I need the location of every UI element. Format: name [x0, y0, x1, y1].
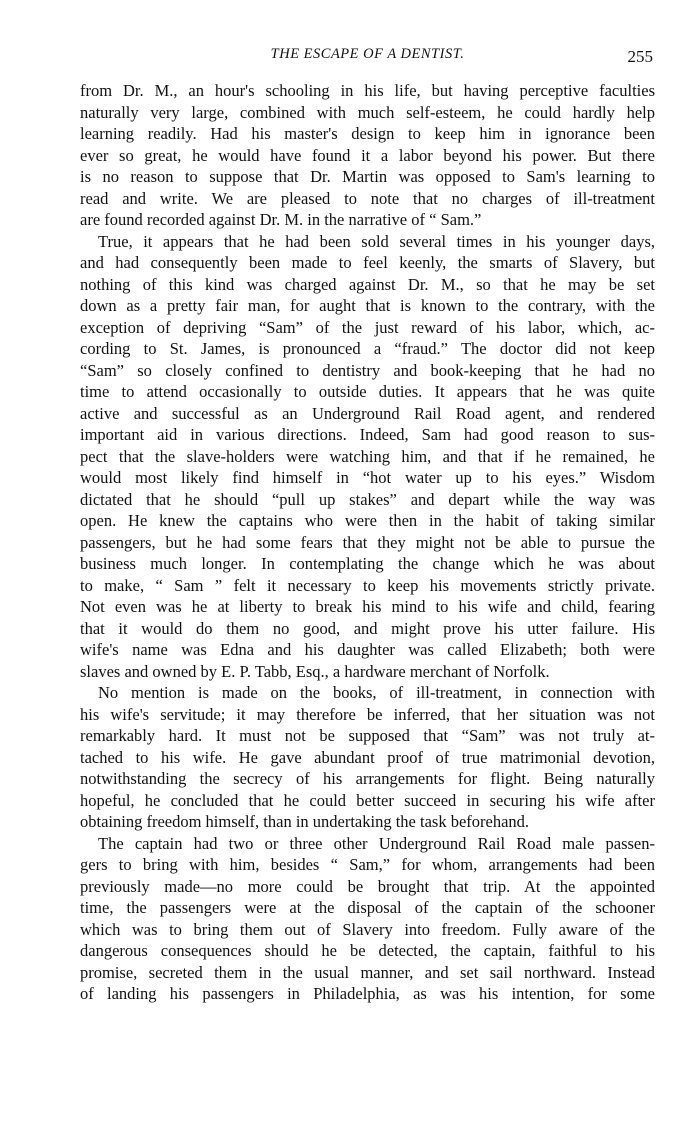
text-line: hopeful, he concluded that he could better succeed in securing his wife after [80, 790, 655, 810]
text-line: is no reason to suppose that Dr. Martin was opposed to Sam's learning to [80, 167, 655, 186]
text-line: promise, secreted them in the usual manner, and set sail northward. Instead [80, 962, 655, 982]
text-line: down as a pretty fair man, for aught that is known to the contrary, with the [80, 296, 655, 315]
text-line: ever so great, he would have found it a labor beyond his power. But there [80, 145, 655, 165]
text-line: time, the passengers were at the disposal of the captain of the schooner [80, 898, 655, 917]
text-line: would most likely find himself in “hot water up to his eyes.” Wisdom [80, 468, 655, 487]
text-line: important aid in various directions. Indeed, Sam had good reason to sus- [80, 425, 655, 444]
text-line: exception of depriving “Sam” of the just reward of his labor, which, ac- [80, 317, 655, 337]
text-line: True, it appears that he had been sold several times in his younger days, [98, 231, 655, 251]
text-line: gers to bring with him, besides “ Sam,” for whom, arrangements had been [80, 855, 655, 874]
paragraph [80, 231, 655, 683]
text-line: time to attend occasionally to outside duties. It appears that he was quite [80, 382, 655, 401]
text-line: No mention is made on the books, of ill-treatment, in connection with [98, 683, 655, 702]
text-line: remarkably hard. It must not be supposed that “Sam” was not truly at- [80, 726, 655, 745]
text-line: learning readily. Had his master's design to keep him in ignorance been [80, 124, 655, 143]
text-line: that it would do them no good, and might prove his utter failure. His [80, 618, 655, 638]
text-line: obtaining freedom himself, than in undertaking the task beforehand. [80, 812, 530, 831]
text-line: passengers, but he had some fears that they might not be able to pursue the [80, 532, 655, 552]
page-header [80, 46, 655, 70]
text-line: slaves and owned by E. P. Tabb, Esq., a hardware merchant of Norfolk. [80, 661, 550, 681]
paragraph [80, 833, 655, 1005]
text-line: are found recorded against Dr. M. in the narrative of “ Sam.” [80, 210, 482, 229]
text-line: of landing his passengers in Philadelphia, as was his intention, for some [80, 984, 655, 1003]
text-line: nothing of this kind was charged against Dr. M., so that he may be set [80, 274, 655, 294]
text-line: to make, “ Sam ” felt it necessary to keep his movements strictly private. [80, 575, 655, 595]
body-text [80, 80, 655, 1005]
text-line: dangerous consequences should he be detected, the captain, faithful to his [80, 941, 655, 960]
text-line: business much longer. In contemplating the change which he was about [80, 554, 655, 573]
text-line: cording to St. James, is pronounced a “fraud.” The doctor did not keep [80, 339, 655, 358]
text-line: open. He knew the captains who were then in the habit of taking similar [80, 511, 655, 530]
text-line: “Sam” so closely confined to dentistry and book-keeping that he had no [80, 360, 655, 380]
text-line: previously made—no more could be brought that trip. At the appointed [80, 876, 655, 896]
text-line: his wife's servitude; it may therefore be inferred, that her situation was not [80, 704, 655, 724]
text-line: dictated that he should “pull up stakes” and depart while the way was [80, 489, 655, 509]
text-line: from Dr. M., an hour's schooling in his life, but having perceptive faculties [80, 81, 655, 100]
text-line: The captain had two or three other Underground Rail Road male passen- [98, 833, 655, 853]
text-line: read and write. We are pleased to note that no charges of ill-treatment [80, 188, 655, 208]
paragraph [80, 682, 655, 833]
text-line: which was to bring them out of Slavery into freedom. Fully aware of the [80, 919, 655, 939]
text-line: naturally very large, combined with much self-esteem, he could hardly help [80, 102, 655, 122]
paragraph [80, 80, 655, 231]
text-line: Not even was he at liberty to break his mind to his wife and child, fearing [80, 597, 655, 616]
text-line: pect that the slave-holders were watching him, and that if he remained, he [80, 446, 655, 466]
page-number: 255 [627, 47, 653, 66]
text-line: notwithstanding the secrecy of his arrangements for flight. Being naturally [80, 769, 655, 788]
text-line: wife's name was Edna and his daughter was called Elizabeth; both were [80, 640, 655, 659]
text-line: and had consequently been made to feel keenly, the smarts of Slavery, but [80, 253, 655, 272]
text-line: tached to his wife. He gave abundant proof of true matrimonial devotion, [80, 747, 655, 767]
running-title: THE ESCAPE OF A DENTIST. [270, 46, 465, 62]
text-line: active and successful as an Underground Rail Road agent, and rendered [80, 403, 655, 423]
